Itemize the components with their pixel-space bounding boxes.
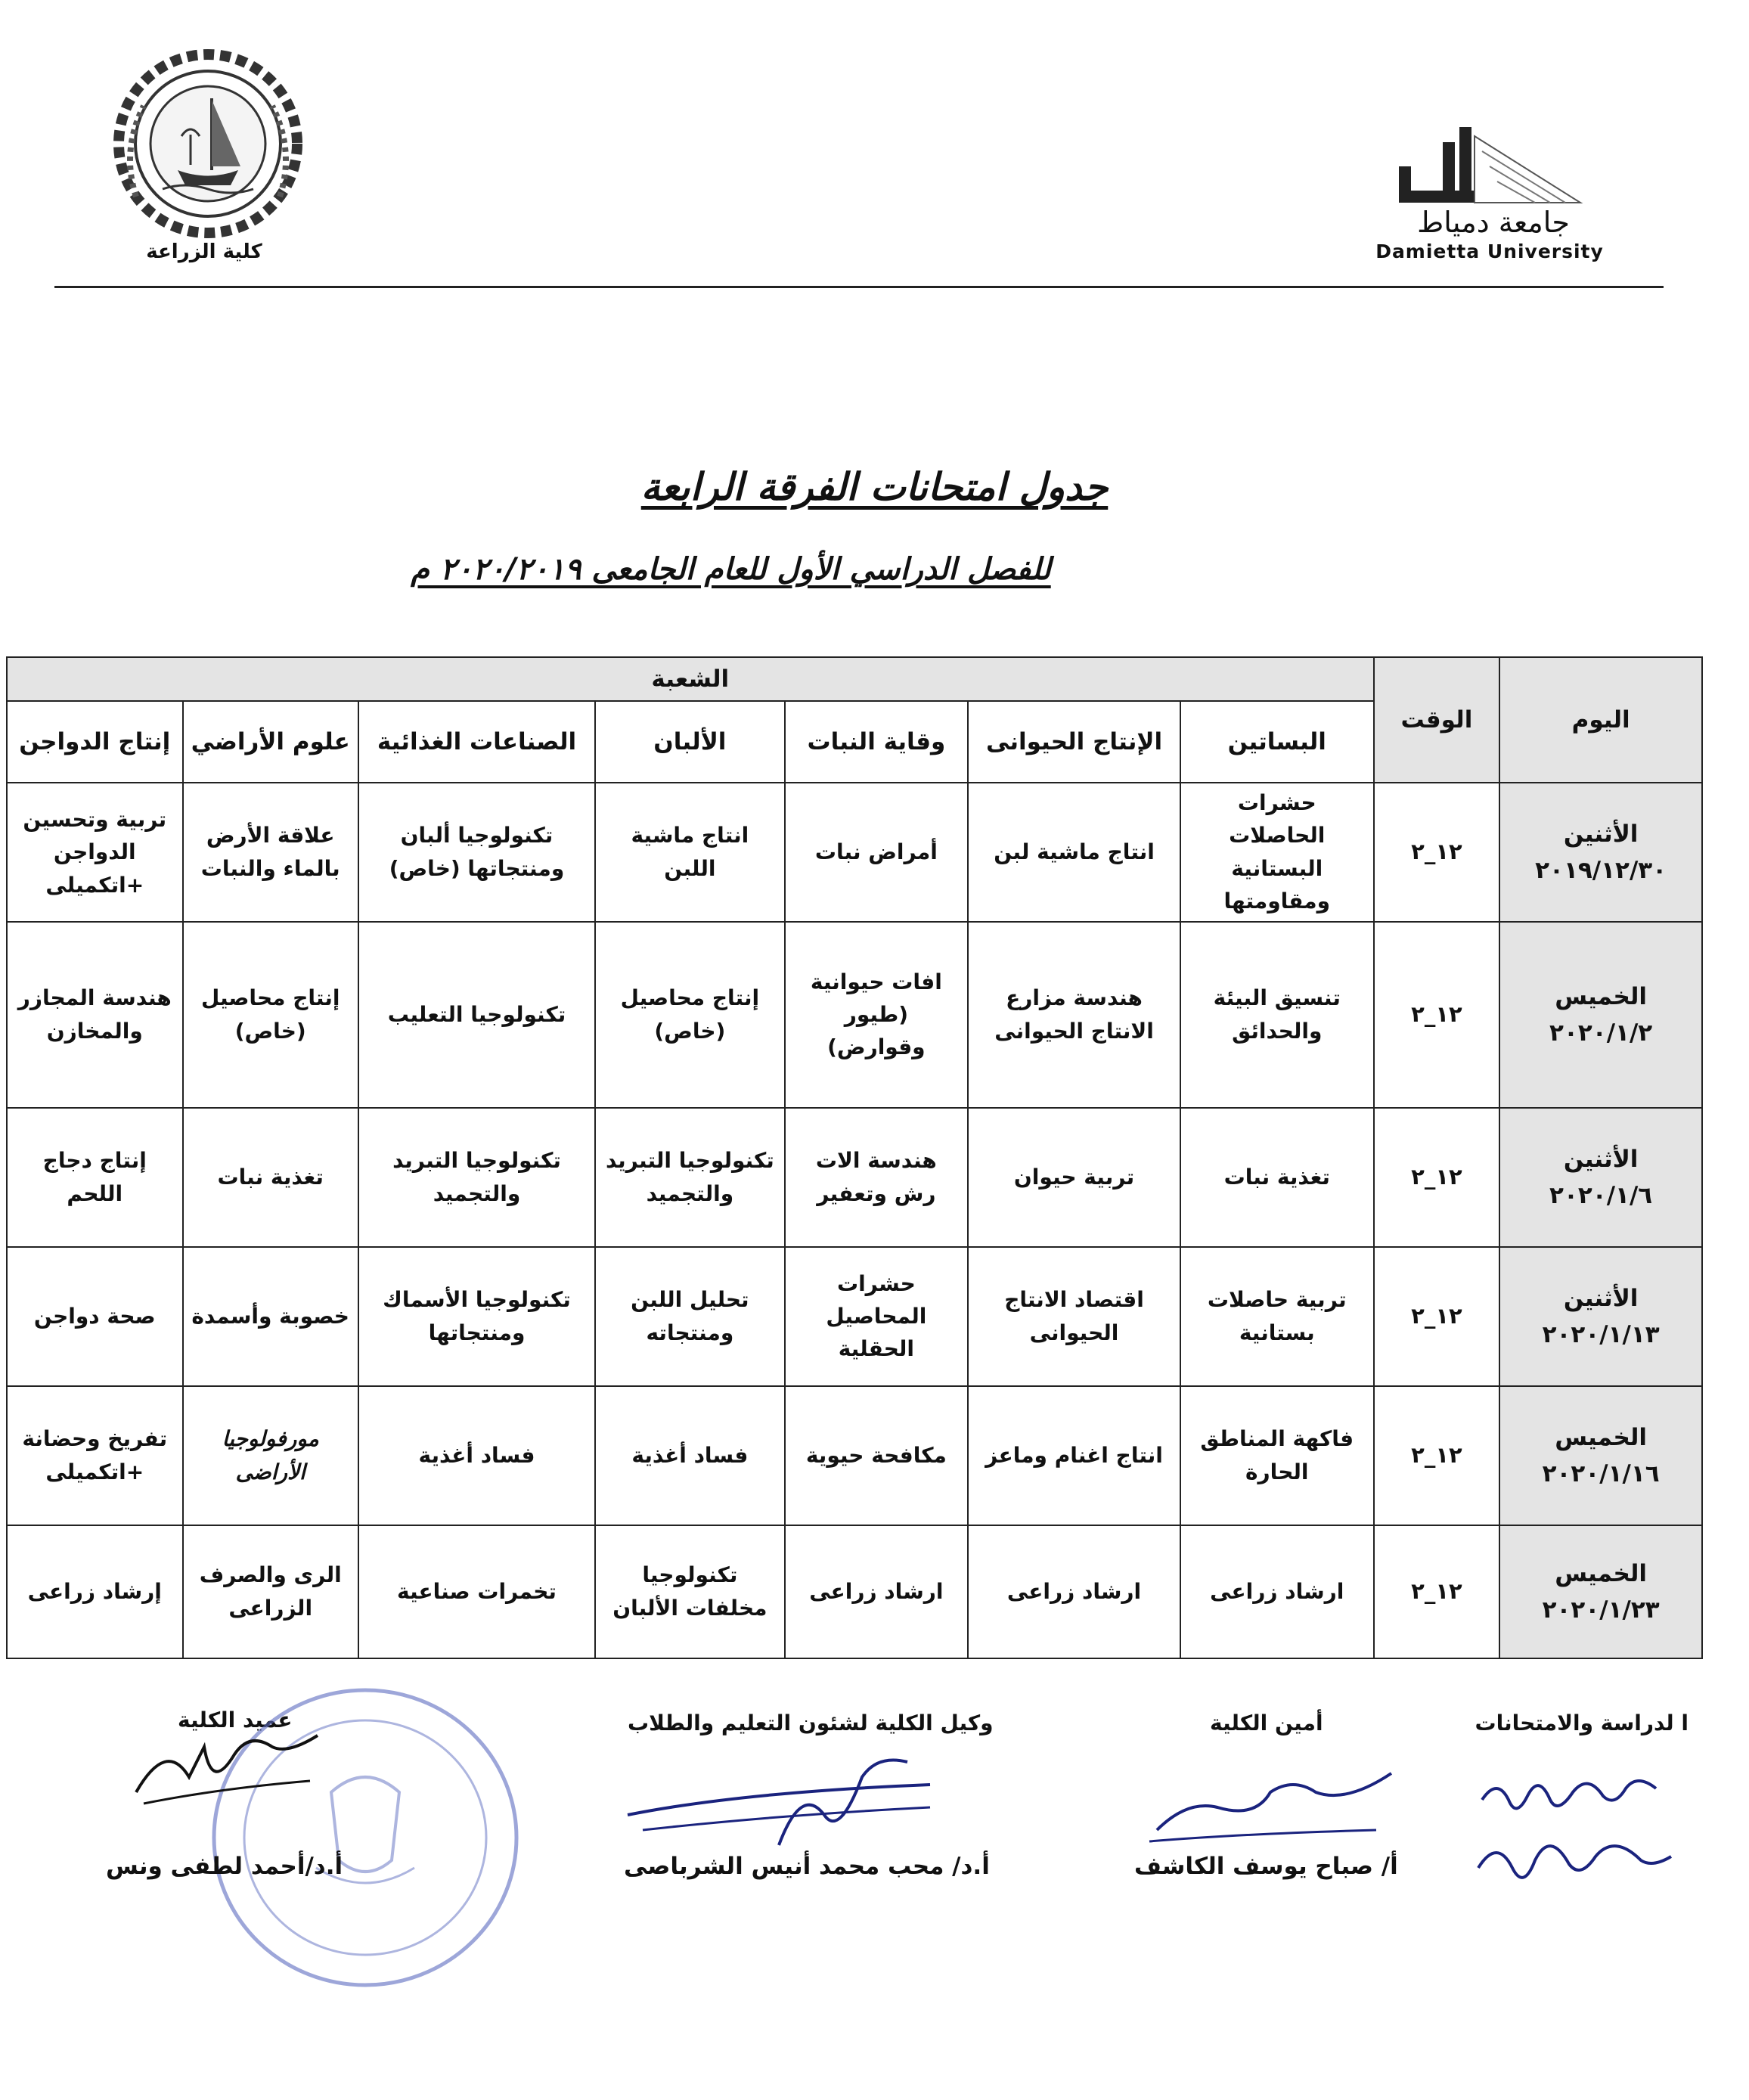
exam-cell: تفريخ وحضانة +اتكميلى (7, 1386, 183, 1525)
day-name: الأثنين (1563, 1145, 1639, 1173)
faculty-logo (106, 45, 310, 272)
exam-date: ٢٠٢٠/١/٦ (1549, 1181, 1653, 1209)
exam-cell: تخمرات صناعية (358, 1525, 595, 1658)
vice-dean-name: أ.د/ محب محمد أنيس الشرباصى (624, 1853, 990, 1880)
dean-name: أ.د/أحمد لطفى ونس (106, 1853, 343, 1880)
exam-cell: هندسة المجازر والمخازن (7, 922, 183, 1108)
time-cell: ١٢_٢ (1374, 1386, 1500, 1525)
exam-date: ٢٠٢٠/١/٢ (1549, 1019, 1653, 1047)
dean-handwritten-signature (129, 1732, 325, 1815)
vice-dean-handwritten-signature (620, 1747, 968, 1860)
table-row (7, 1108, 1702, 1247)
header-rule (54, 286, 1664, 288)
exam-cell: تربية حاصلات بستانية (1180, 1247, 1374, 1386)
exam-cell: انتاج ماشية لبن (968, 783, 1180, 922)
table-row (7, 783, 1702, 922)
exam-date: ٢٠٢٠/١/١٣ (1542, 1320, 1660, 1348)
exam-cell: حشرات الحاصلات البستانية ومقاومتها (1180, 783, 1374, 922)
day-cell (1499, 1108, 1702, 1247)
exam-cell: تكنولوجيا التبريد والتجميد (595, 1108, 785, 1247)
table-row (7, 1247, 1702, 1386)
secretary-handwritten-signature (1142, 1770, 1414, 1853)
day-name: الخميس (1555, 982, 1648, 1010)
day-name: الأثنين (1563, 1284, 1639, 1312)
exam-cell: مكافحة حيوية (785, 1386, 968, 1525)
exam-cell: هندسة مزارع الانتاج الحيوانى (968, 922, 1180, 1108)
exam-cell: الرى والصرف الزراعى (183, 1525, 358, 1658)
exam-cell: إنتاج محاصيل (خاص) (595, 922, 785, 1108)
exam-cell: تكنولوجيا مخلفات الألبان (595, 1525, 785, 1658)
time-cell: ١٢_٢ (1374, 1525, 1500, 1658)
exam-cell: إنتاج محاصيل (خاص) (183, 922, 358, 1108)
exam-cell: تغذية نبات (1180, 1108, 1374, 1247)
exam-cell: حشرات المحاصيل الحقلية (785, 1247, 968, 1386)
exam-cell: تكنولوجيا الأسماك ومنتجاتها (358, 1247, 595, 1386)
exam-date: ٢٠٢٠/١/١٦ (1542, 1459, 1660, 1487)
header-branch: وقاية النبات (785, 701, 968, 783)
header-branch: البساتين (1180, 701, 1374, 783)
exam-cell: افات حيوانية (طيور وقوارض) (785, 922, 968, 1108)
exam-cell: ارشاد زراعى (785, 1525, 968, 1658)
exam-cell: تربية وتحسين الدواجن +اتكميلى (7, 783, 183, 922)
university-name-en: Damietta University (1375, 240, 1604, 262)
exam-date: ٢٠٢٠/١/٢٣ (1542, 1596, 1660, 1624)
exam-cell: تنسيق البيئة والحدائق (1180, 922, 1374, 1108)
table-row (7, 922, 1702, 1108)
exam-cell: تربية حيوان (968, 1108, 1180, 1247)
exam-cell: تكنولوجيا التعليب (358, 922, 595, 1108)
exam-cell: إرشاد زراعى (7, 1525, 183, 1658)
exam-cell: أمراض نبات (785, 783, 968, 922)
faculty-stamp (203, 1679, 528, 1996)
exam-date: ٢٠١٩/١٢/٣٠ (1535, 856, 1667, 884)
header-branch: إنتاج الدواجن (7, 701, 183, 783)
time-cell: ١٢_٢ (1374, 1247, 1500, 1386)
time-cell: ١٢_٢ (1374, 922, 1500, 1108)
day-name: الخميس (1555, 1423, 1648, 1451)
exam-cell: إنتاج دجاج اللحم (7, 1108, 183, 1247)
exam-cell: تكنولوجيا التبريد والتجميد (358, 1108, 595, 1247)
exam-cell: انتاج ماشية اللبن (595, 783, 785, 922)
header-day: اليوم (1499, 657, 1702, 783)
dean-signature-title: عميد الكلية (178, 1708, 293, 1732)
day-cell (1499, 783, 1702, 922)
page-title: جدول امتحانات الفرقة الرابعة (640, 465, 1109, 509)
studies-handwritten-signature (1467, 1762, 1694, 1898)
exam-cell: هندسة الات رش وتعفير (785, 1108, 968, 1247)
university-name-ar: جامعة دمياط (1417, 206, 1570, 239)
exam-cell: تغذية نبات (183, 1108, 358, 1247)
exam-cell: اقتصاد الانتاج الحيوانى (968, 1247, 1180, 1386)
table-row (7, 1386, 1702, 1525)
secretary-name: أ/ صباح يوسف الكاشف (1134, 1853, 1398, 1880)
exam-cell: مورفولوجيا الأراضى (183, 1386, 358, 1525)
day-cell (1499, 1247, 1702, 1386)
exam-cell: تكنولوجيا ألبان ومنتجاتها (خاص) (358, 783, 595, 922)
exam-cell: علاقة الأرض بالماء والنبات (183, 783, 358, 922)
exam-cell: فساد أغذية (358, 1386, 595, 1525)
day-cell (1499, 1386, 1702, 1525)
table-row (7, 1525, 1702, 1658)
header-branch-group: الشعبة (7, 657, 1374, 701)
exam-cell: خصوبة وأسمدة (183, 1247, 358, 1386)
page-subtitle: للفصل الدراسي الأول للعام الجامعى ٢٠٢٠/٢٠١٩ م (411, 552, 1051, 587)
exam-schedule-table (6, 656, 1703, 1659)
header-branch: الإنتاج الحيوانى (968, 701, 1180, 783)
secretary-signature-title: أمين الكلية (1210, 1711, 1323, 1736)
exam-cell: انتاج اغنام وماعز (968, 1386, 1180, 1525)
exam-cell: فاكهة المناطق الحارة (1180, 1386, 1374, 1525)
exam-cell: تحليل اللبن ومنتجاته (595, 1247, 785, 1386)
header-branch: علوم الأراضي (183, 701, 358, 783)
day-name: الأثنين (1563, 820, 1639, 848)
header-time: الوقت (1374, 657, 1500, 783)
exam-cell: ارشاد زراعى (1180, 1525, 1374, 1658)
day-name: الخميس (1555, 1559, 1648, 1587)
studies-signature-title: ا لدراسة والامتحانات (1475, 1711, 1689, 1736)
exam-cell: فساد أغذية (595, 1386, 785, 1525)
header-branch: الصناعات الغذائية (358, 701, 595, 783)
time-cell: ١٢_٢ (1374, 1108, 1500, 1247)
time-cell: ١٢_٢ (1374, 783, 1500, 922)
faculty-caption: كلية الزراعة (146, 240, 262, 263)
exam-cell: ارشاد زراعى (968, 1525, 1180, 1658)
day-cell (1499, 922, 1702, 1108)
header-branch: الألبان (595, 701, 785, 783)
day-cell (1499, 1525, 1702, 1658)
vice-dean-signature-title: وكيل الكلية لشئون التعليم والطلاب (628, 1711, 994, 1736)
exam-cell: صحة دواجن (7, 1247, 183, 1386)
